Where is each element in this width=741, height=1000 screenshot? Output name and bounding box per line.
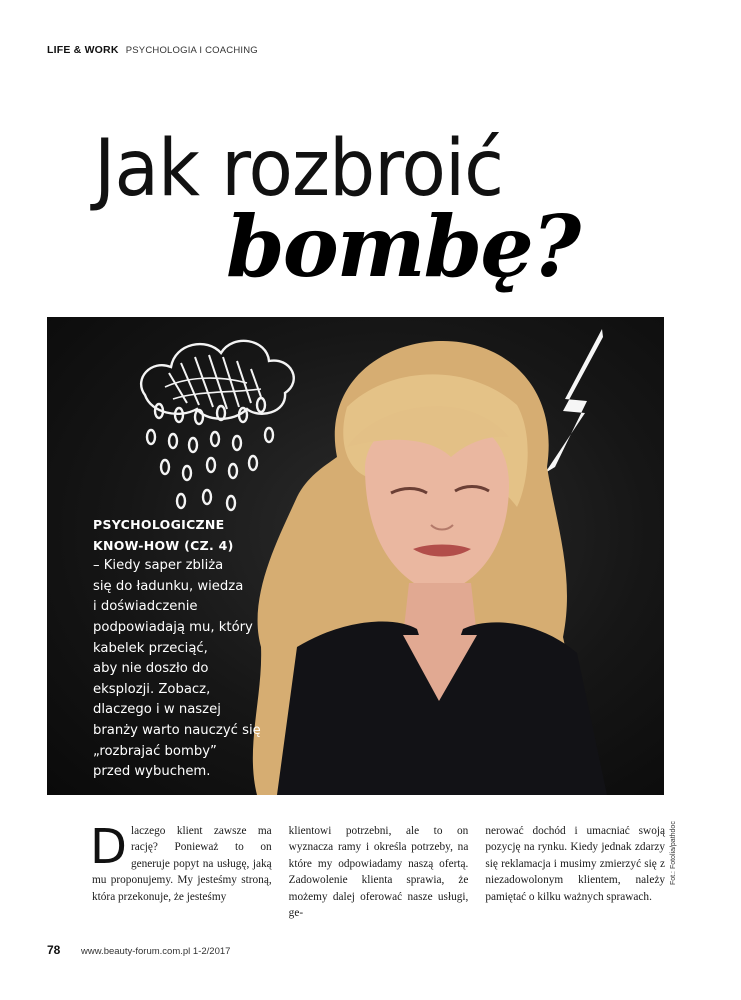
page-number: 78 <box>47 943 61 957</box>
running-header <box>47 44 258 56</box>
intro-lead-line1: PSYCHOLOGICZNE <box>93 517 225 532</box>
body-column-3 <box>485 823 665 921</box>
photo-credit: Fot.: Fotolia/pathdoc <box>670 821 677 885</box>
body-text-col3: nerować dochód i umacniać swoją pozycję na rynku. Kiedy jednak zdarzy się reklamacja i musimy zmierzyć się z niezadowolonym klientem, należy pamiętać o kilku ważnych sprawach. <box>485 825 666 903</box>
intro-line: branży warto nauczyć się <box>93 722 261 738</box>
article-title-line2: bombę? <box>226 197 580 296</box>
intro-line: aby nie doszło do <box>93 661 209 677</box>
body-text-col1: laczego klient zawsze ma rację? Ponieważ to on generuje popyt na usługę, jaką mu proponujemy. My jesteśmy stroną, która przekonuje, że jesteśmy <box>92 825 272 903</box>
section-label: LIFE & WORK <box>47 44 119 56</box>
intro-line: eksplozji. Zobacz, <box>93 681 211 697</box>
intro-line: kabelek przeciąć, <box>93 640 208 656</box>
article-body <box>90 819 666 921</box>
subsection-label: PSYCHOLOGIA I COACHING <box>125 45 258 56</box>
drop-cap: D <box>90 819 127 875</box>
intro-line: podpowiadają mu, który <box>93 619 253 635</box>
intro-line: dlaczego i w naszej <box>93 702 221 718</box>
rain-drops-drawing <box>147 398 273 510</box>
intro-line: „rozbrajać bomby” <box>93 743 217 759</box>
page-footer <box>47 943 230 957</box>
article-intro <box>93 515 273 783</box>
lightning-bolt-drawing <box>545 329 603 473</box>
intro-line: się do ładunku, wiedza <box>93 578 244 594</box>
intro-lead-line2: KNOW-HOW (CZ. 4) <box>93 537 234 553</box>
footer-info: www.beauty-forum.com.pl 1-2/2017 <box>81 946 231 957</box>
article-title-line1: Jak rozbroić <box>94 124 504 214</box>
body-text-col2: klientowi potrzebni, ale to on wyznacza ramy i określa potrzeby, na które my odpowiadamy naszą ofertą. Zadowolenie klienta sprawia, że możemy dalej oferować nasze usługi, ge- <box>288 825 469 920</box>
intro-line: i doświadczenie <box>93 599 198 615</box>
intro-line: – Kiedy saper zbliża <box>93 558 224 574</box>
body-column-2 <box>289 823 469 921</box>
body-column-1 <box>90 819 272 921</box>
intro-line: przed wybuchem. <box>93 764 211 780</box>
